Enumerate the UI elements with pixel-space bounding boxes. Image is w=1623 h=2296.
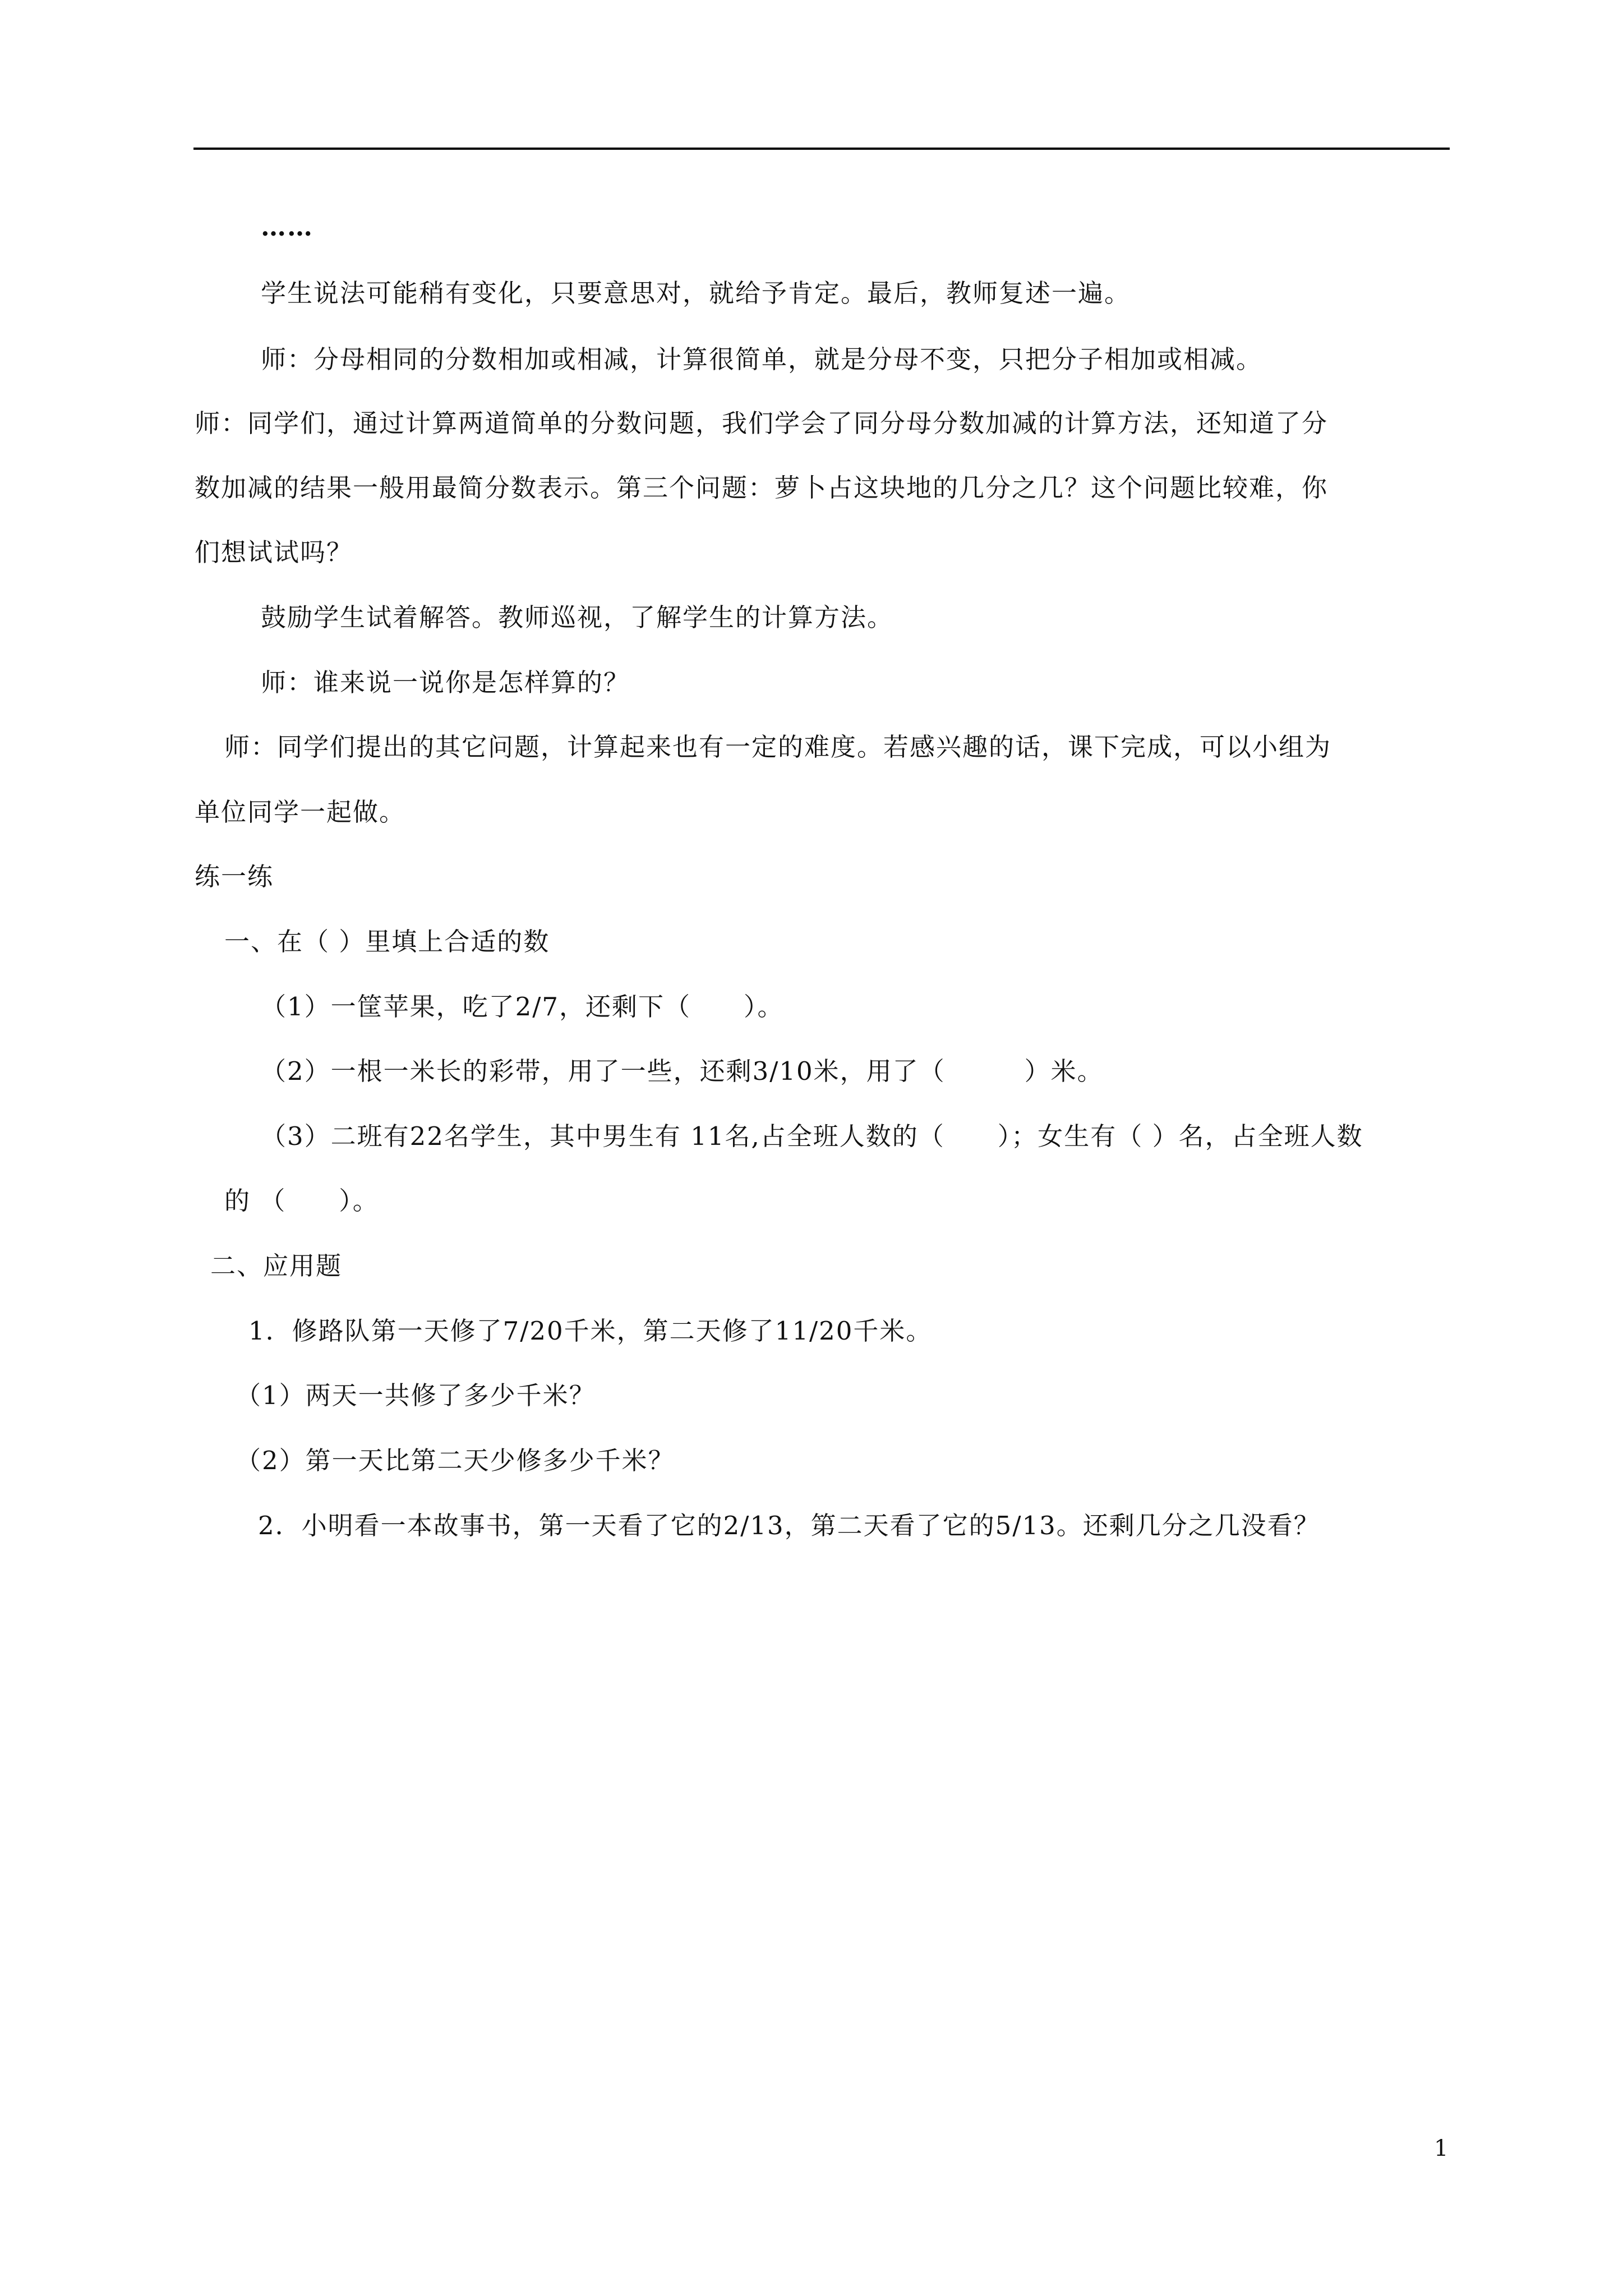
paragraph-line: 师：谁来说一说你是怎样算的？	[261, 668, 630, 697]
exercise-item: （1）两天一共修了多少千米？	[236, 1381, 596, 1410]
exercise-item: 1．修路队第一天修了7/20千米，第二天修了11/20千米。	[248, 1316, 933, 1346]
paragraph-line: 鼓励学生试着解答。教师巡视，了解学生的计算方法。	[261, 602, 894, 632]
exercise-heading: 一、在（ ）里填上合适的数	[224, 927, 550, 956]
header-rule	[193, 148, 1450, 150]
paragraph-line: 师：分母相同的分数相加或相减，计算很简单，就是分母不变，只把分子相加或相减。	[261, 344, 1263, 374]
paragraph-line: 学生说法可能稍有变化，只要意思对，就给予肯定。最后，教师复述一遍。	[261, 278, 1131, 308]
ellipsis-line: ……	[261, 212, 313, 242]
exercise-item: （1）一筐苹果，吃了2/7，还剩下（ ）。	[261, 992, 784, 1022]
exercise-heading: 二、应用题	[210, 1251, 343, 1281]
page-number: 1	[1434, 2136, 1449, 2161]
exercise-item: （3）二班有22名学生，其中男生有 11名,占全班人数的（ ）；女生有（ ）名，占全班人数	[261, 1121, 1363, 1151]
exercise-item: 2．小明看一本故事书，第一天看了它的2/13，第二天看了它的5/13。还剩几分之几没看？	[258, 1511, 1320, 1540]
paragraph-line: 师：同学们提出的其它问题，计算起来也有一定的难度。若感兴趣的话，课下完成，可以小组为	[224, 732, 1332, 762]
section-heading: 练一练	[195, 862, 274, 891]
paragraph-line: 单位同学一起做。	[195, 797, 406, 827]
exercise-item: 的 （ ）。	[224, 1186, 379, 1216]
paragraph-line: 师：同学们，通过计算两道简单的分数问题，我们学会了同分母分数加减的计算方法，还知道了分	[195, 408, 1329, 438]
exercise-item: （2）第一天比第二天少修多少千米？	[236, 1446, 675, 1475]
paragraph-line: 数加减的结果一般用最简分数表示。第三个问题：萝卜占这块地的几分之几？这个问题比较难，你	[195, 473, 1329, 503]
exercise-item: （2）一根一米长的彩带，用了一些，还剩3/10米，用了（ ）米。	[261, 1056, 1104, 1086]
paragraph-line: 们想试试吗？	[195, 537, 353, 567]
